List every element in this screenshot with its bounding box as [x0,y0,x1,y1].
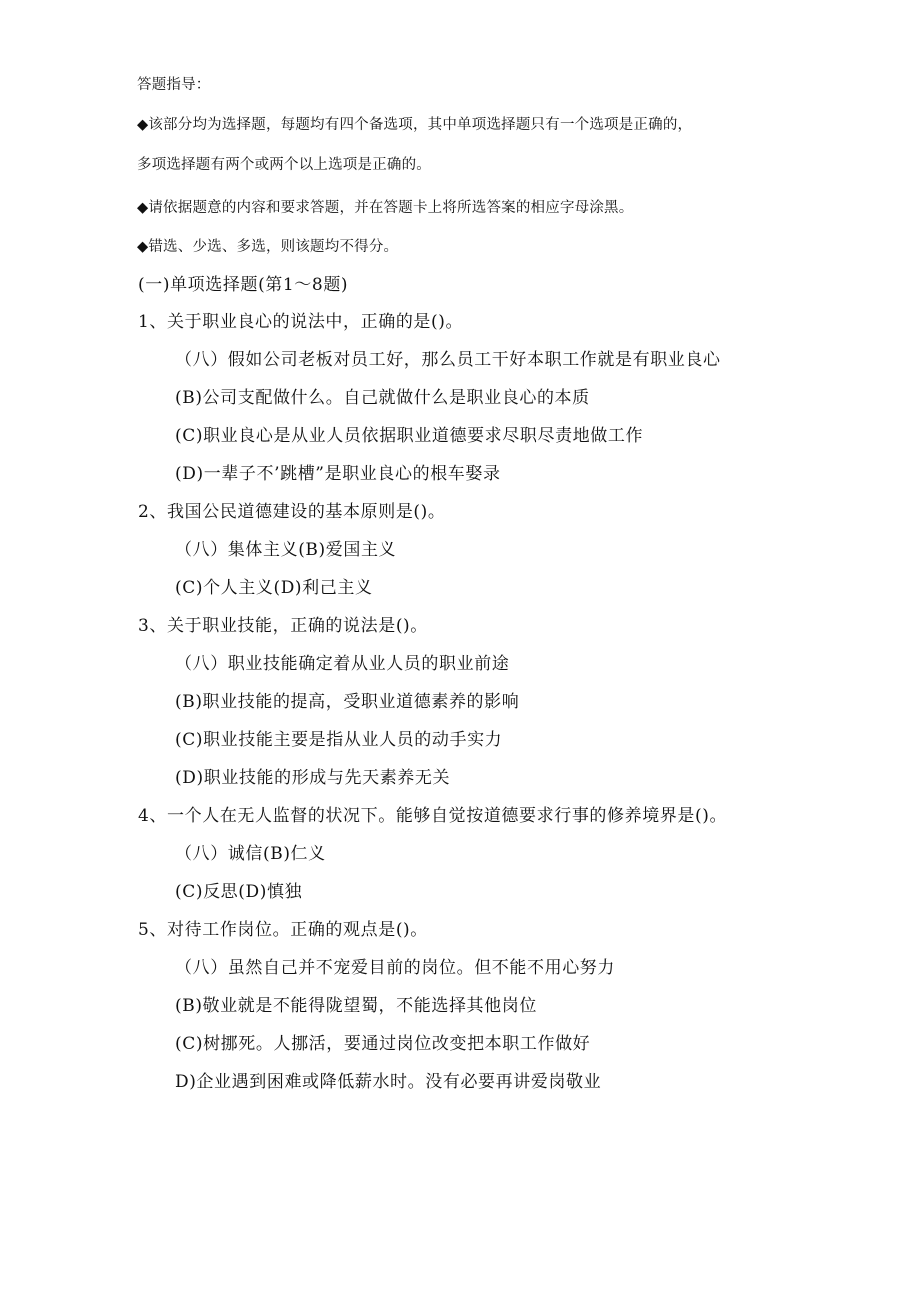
answer-option: (C)个人主义(D)利己主义 [175,578,373,598]
question-stem: 1、关于职业良心的说法中，正确的是()。 [138,312,464,332]
answer-option: (C)职业良心是从业人员依据职业道德要求尽职尽责地做工作 [175,426,644,446]
answer-option: (D)一辈子不’跳槽”是职业良心的根车娶录 [175,464,501,484]
question-stem: 4、一个人在无人监督的状况下。能够自觉按道德要求行事的修养境界是()。 [138,806,728,826]
answer-option: (B)公司支配做什么。自己就做什么是职业良心的本质 [175,388,590,408]
question-stem: 5、对待工作岗位。正确的观点是()。 [138,920,428,940]
answer-option: D)企业遇到困难或降低薪水时。没有必要再讲爱岗敬业 [175,1072,602,1092]
instruction-line: ◆该部分均为选择题，每题均有四个备选项，其中单项选择题只有一个选项是正确的， [137,117,693,133]
answer-option: （八）职业技能确定着从业人员的职业前途 [175,654,510,674]
section-title: (一)单项选择题(第1〜8题) [138,275,349,295]
instructions-heading: 答题指导： [137,77,211,93]
answer-option: （八）假如公司老板对员工好，那么员工干好本职工作就是有职业良心 [175,350,721,370]
answer-option: (B)职业技能的提高，受职业道德素养的影响 [175,692,520,712]
answer-option: (C)树挪死。人挪活，要通过岗位改变把本职工作做好 [175,1034,591,1054]
question-stem: 3、关于职业技能，正确的说法是()。 [138,616,428,636]
answer-option: (C)反思(D)慎独 [175,882,303,902]
question-stem: 2、我国公民道德建设的基本原则是()。 [138,502,446,522]
answer-option: (B)敬业就是不能得陇望蜀，不能选择其他岗位 [175,996,537,1016]
answer-option: (C)职业技能主要是指从业人员的动手实力 [175,730,503,750]
answer-option: （八）集体主义(B)爱国主义 [175,540,397,560]
instruction-line: ◆错选、少选、多选，则该题均不得分。 [137,239,399,255]
answer-option: (D)职业技能的形成与先天素养无关 [175,768,451,788]
answer-option: （八）虽然自己并不宠爱目前的岗位。但不能不用心努力 [175,958,615,978]
instruction-line: ◆请依据题意的内容和要求答题，并在答题卡上将所选答案的相应字母涂黑。 [137,200,634,216]
answer-option: （八）诚信(B)仁义 [175,844,326,864]
instruction-line: 多项选择题有两个或两个以上选项是正确的。 [137,157,431,173]
